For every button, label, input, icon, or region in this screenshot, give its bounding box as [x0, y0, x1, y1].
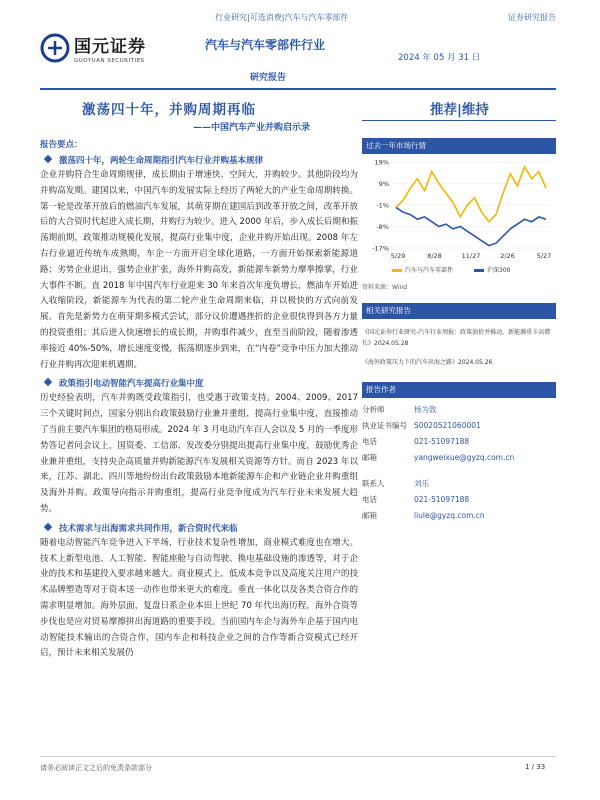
related-report[interactable]: 《国元证券行业研究-汽车行业周报：政策油价并推动，新能源重卡高增长》2024.05.28: [362, 329, 551, 347]
chart-heading: 过去一年市场行情: [362, 138, 556, 154]
logo-name-cn: 国元证券: [74, 37, 146, 57]
section-heading: [40, 154, 358, 166]
section-heading: [40, 522, 358, 534]
logo-emblem-icon: [40, 33, 70, 63]
section-title: 技术需求与出海需求共同作用，新合资时代来临: [59, 523, 238, 534]
analyst-label: 邮箱: [362, 453, 377, 462]
analyst-row: [362, 508, 556, 524]
legend-swatch: [392, 269, 402, 272]
analyst-label: 电话: [362, 437, 377, 446]
industry-title: 汽车与汽车零部件行业: [205, 38, 326, 52]
x-tick-label: 5/29: [390, 252, 406, 260]
sidebar: [362, 138, 556, 524]
rating-divider: [362, 120, 556, 121]
analyst-email[interactable]: yangweixue@gyzq.com.cn: [414, 453, 515, 462]
legend-label: 汽车与汽车零部件: [405, 267, 454, 274]
analyst-heading: 报告作者: [362, 382, 556, 398]
analyst-row: [362, 476, 556, 492]
y-tick-label: -1%: [376, 201, 389, 210]
report-date: 2024 年 05 月 31 日: [398, 53, 481, 63]
section-body: 企业并购符合生命周期规律，成长期由于增速快、空间大，并购较少。其他阶段均为并购高发期。建国以来，中国汽车的发展实际上经历了两轮大的产业生命周期转换。第一轮是改革开放后的燃油汽车发展，其萌芽期在建国后到改革开放之间，改革开放后的大合资时代起进入成长期，并购行为较少。进入 2000 年后，步入成长后期和振荡期前期，政策推动规模化发展，提高行业集中度，企业并购开始出现。2008 年左右行业逼近传统车成熟期，车企一方面开启全球化道路，一方面开始探索新能源道路；劣势企业退出，强势企业扩张，海外并购高发，新能源车新势力摩拳擦掌，行业大事件不断。直 2018 年中国汽车行业迎来 30 年来首次年度负增长，燃油车开始进入收缩阶段，新能源车为代表的第二轮产业生命周期来临，并以极快的方式向前发展。首先是新势力在萌芽期多模式尝试，部分议价遭遇挫折的企业很快得到各方力量的投资重组；其后进入快速增长的成长期，并购事件减少，直至当前阶段，随着渗透率接近 40%-50%，增长速度变慢，振荡期逐步到来，在“内卷”竞争中压力加大推动行业并购再次迎来机遇期。: [40, 170, 358, 370]
analyst-value: 021-51097188: [414, 495, 470, 504]
summary-column: [40, 138, 358, 662]
diamond-bullet-icon: [44, 155, 52, 163]
footer-disclaimer: 请务必阅读正文之后的免责条款部分: [40, 764, 152, 772]
rating-badge: 推荐|维持: [430, 102, 489, 118]
report-type: 研究报告: [250, 73, 287, 83]
related-heading: 相关研究报告: [362, 303, 556, 319]
section-title: 政策指引电动智能汽车提高行业集中度: [59, 379, 204, 390]
footer-divider: [40, 756, 556, 757]
company-logo: [40, 32, 146, 64]
page-number: 1 / 33: [525, 763, 546, 771]
market-chart: [362, 156, 556, 280]
legend-label: 沪深300: [487, 267, 511, 274]
analyst-label: 执业证书编号: [362, 421, 407, 430]
y-tick-label: -8%: [376, 223, 389, 231]
analyst-value: S0020521060001: [414, 421, 481, 430]
analyst-row: [362, 492, 556, 508]
analyst-label: 电话: [362, 495, 377, 504]
related-report[interactable]: 《海外政策压力下的汽车出海之路》2024.05.26: [362, 359, 493, 366]
x-tick-label: 5/27: [536, 252, 552, 260]
x-tick-label: 2/26: [500, 252, 515, 260]
chart-source: 资料来源：Wind: [362, 284, 408, 291]
analyst-value: 刘乐: [414, 479, 429, 488]
x-tick-label: 8/28: [427, 252, 442, 260]
diamond-bullet-icon: [44, 522, 52, 530]
analyst-label: 邮箱: [362, 511, 377, 520]
analyst-row: [362, 450, 556, 466]
analyst-row: [362, 434, 556, 450]
logo-name-en: GUOYUAN SECURITIES: [74, 58, 145, 64]
analyst-email[interactable]: liule@gyzq.com.cn: [414, 511, 485, 520]
x-tick-label: 11/27: [461, 252, 481, 260]
header-tags: 行业研究|可选消费|汽车与汽车零部件: [215, 13, 349, 22]
section-body: 随着电动智能汽车竞争进入下半场，行业技术复杂性增加，商业模式难度也在增大。技术上新型电池、人工智能、智能座舱与自动驾驶、换电基础设施的渗透等，对于企业的技术和基建投入要求越来越大。商业模式上，低成本竞争以及高度关注用户的技术品牌塑造等对于资本送一动作也带来更大的难度。垂直一体化以及各类合资合作的需求明显增加。海外层面，复盘日系企业本田上世纪 70 年代出海历程，海外合资等步伐也是应对贸易摩擦拼出海道路的重要手段。当前国内车企与海外车企基于国内电动智能技术输出的合资合作，国内车企和科技企业之间的合作等新合资模式已经开启，预计未来相关发展仍: [40, 537, 358, 659]
analyst-value: 021-51097188: [414, 437, 470, 446]
report-class: 证券研究报告: [508, 13, 556, 22]
y-tick-label: 19%: [374, 158, 389, 167]
summary-label: 报告要点：: [40, 140, 83, 150]
analyst-label: 分析师: [362, 405, 385, 414]
header-divider: [40, 88, 556, 90]
page-title: 激荡四十年，并购周期再临: [82, 102, 256, 118]
section-title: 激荡四十年，两轮生命周期指引汽车行业并购基本规律: [59, 156, 264, 166]
analyst-row: [362, 402, 556, 418]
section-body: 历史经验表明，汽车并购既受政策指引，也受惠于政策支持。2004、2009、2017 三个关键时间点，国家分别出台政策鼓励行业兼并重组，提高行业集中度，直接推动了当前主要汽车集团的格局形成。2024 年 3 月电动汽车百人会以及 5 月的一季度形势答记者问会议上，国资委、工信部、发改委分别提出提高行业集中度，鼓励优秀企业兼并重组，支持央企高质量并购新能源汽车发展相关资源等方针。而自 2023 年以来，江苏、湖北、四川等地纷纷出台政策鼓励本地新能源车企和产业链企业并购重组及海外并购。政策导向指示并购重组，提高行业竞争度成为汽车行业未来发展大趋势。: [40, 393, 358, 514]
series-line: [396, 167, 546, 222]
y-tick-label: 9%: [378, 180, 389, 188]
legend-swatch: [474, 269, 484, 272]
analyst-row: [362, 418, 556, 434]
section-heading: [40, 377, 358, 389]
diamond-bullet-icon: [44, 378, 52, 386]
analyst-value: 杨为敦: [414, 405, 437, 414]
analyst-label: 联系人: [362, 479, 385, 488]
page-subtitle: ——中国汽车产业并购启示录: [193, 123, 311, 133]
y-tick-label: -17%: [372, 244, 389, 253]
